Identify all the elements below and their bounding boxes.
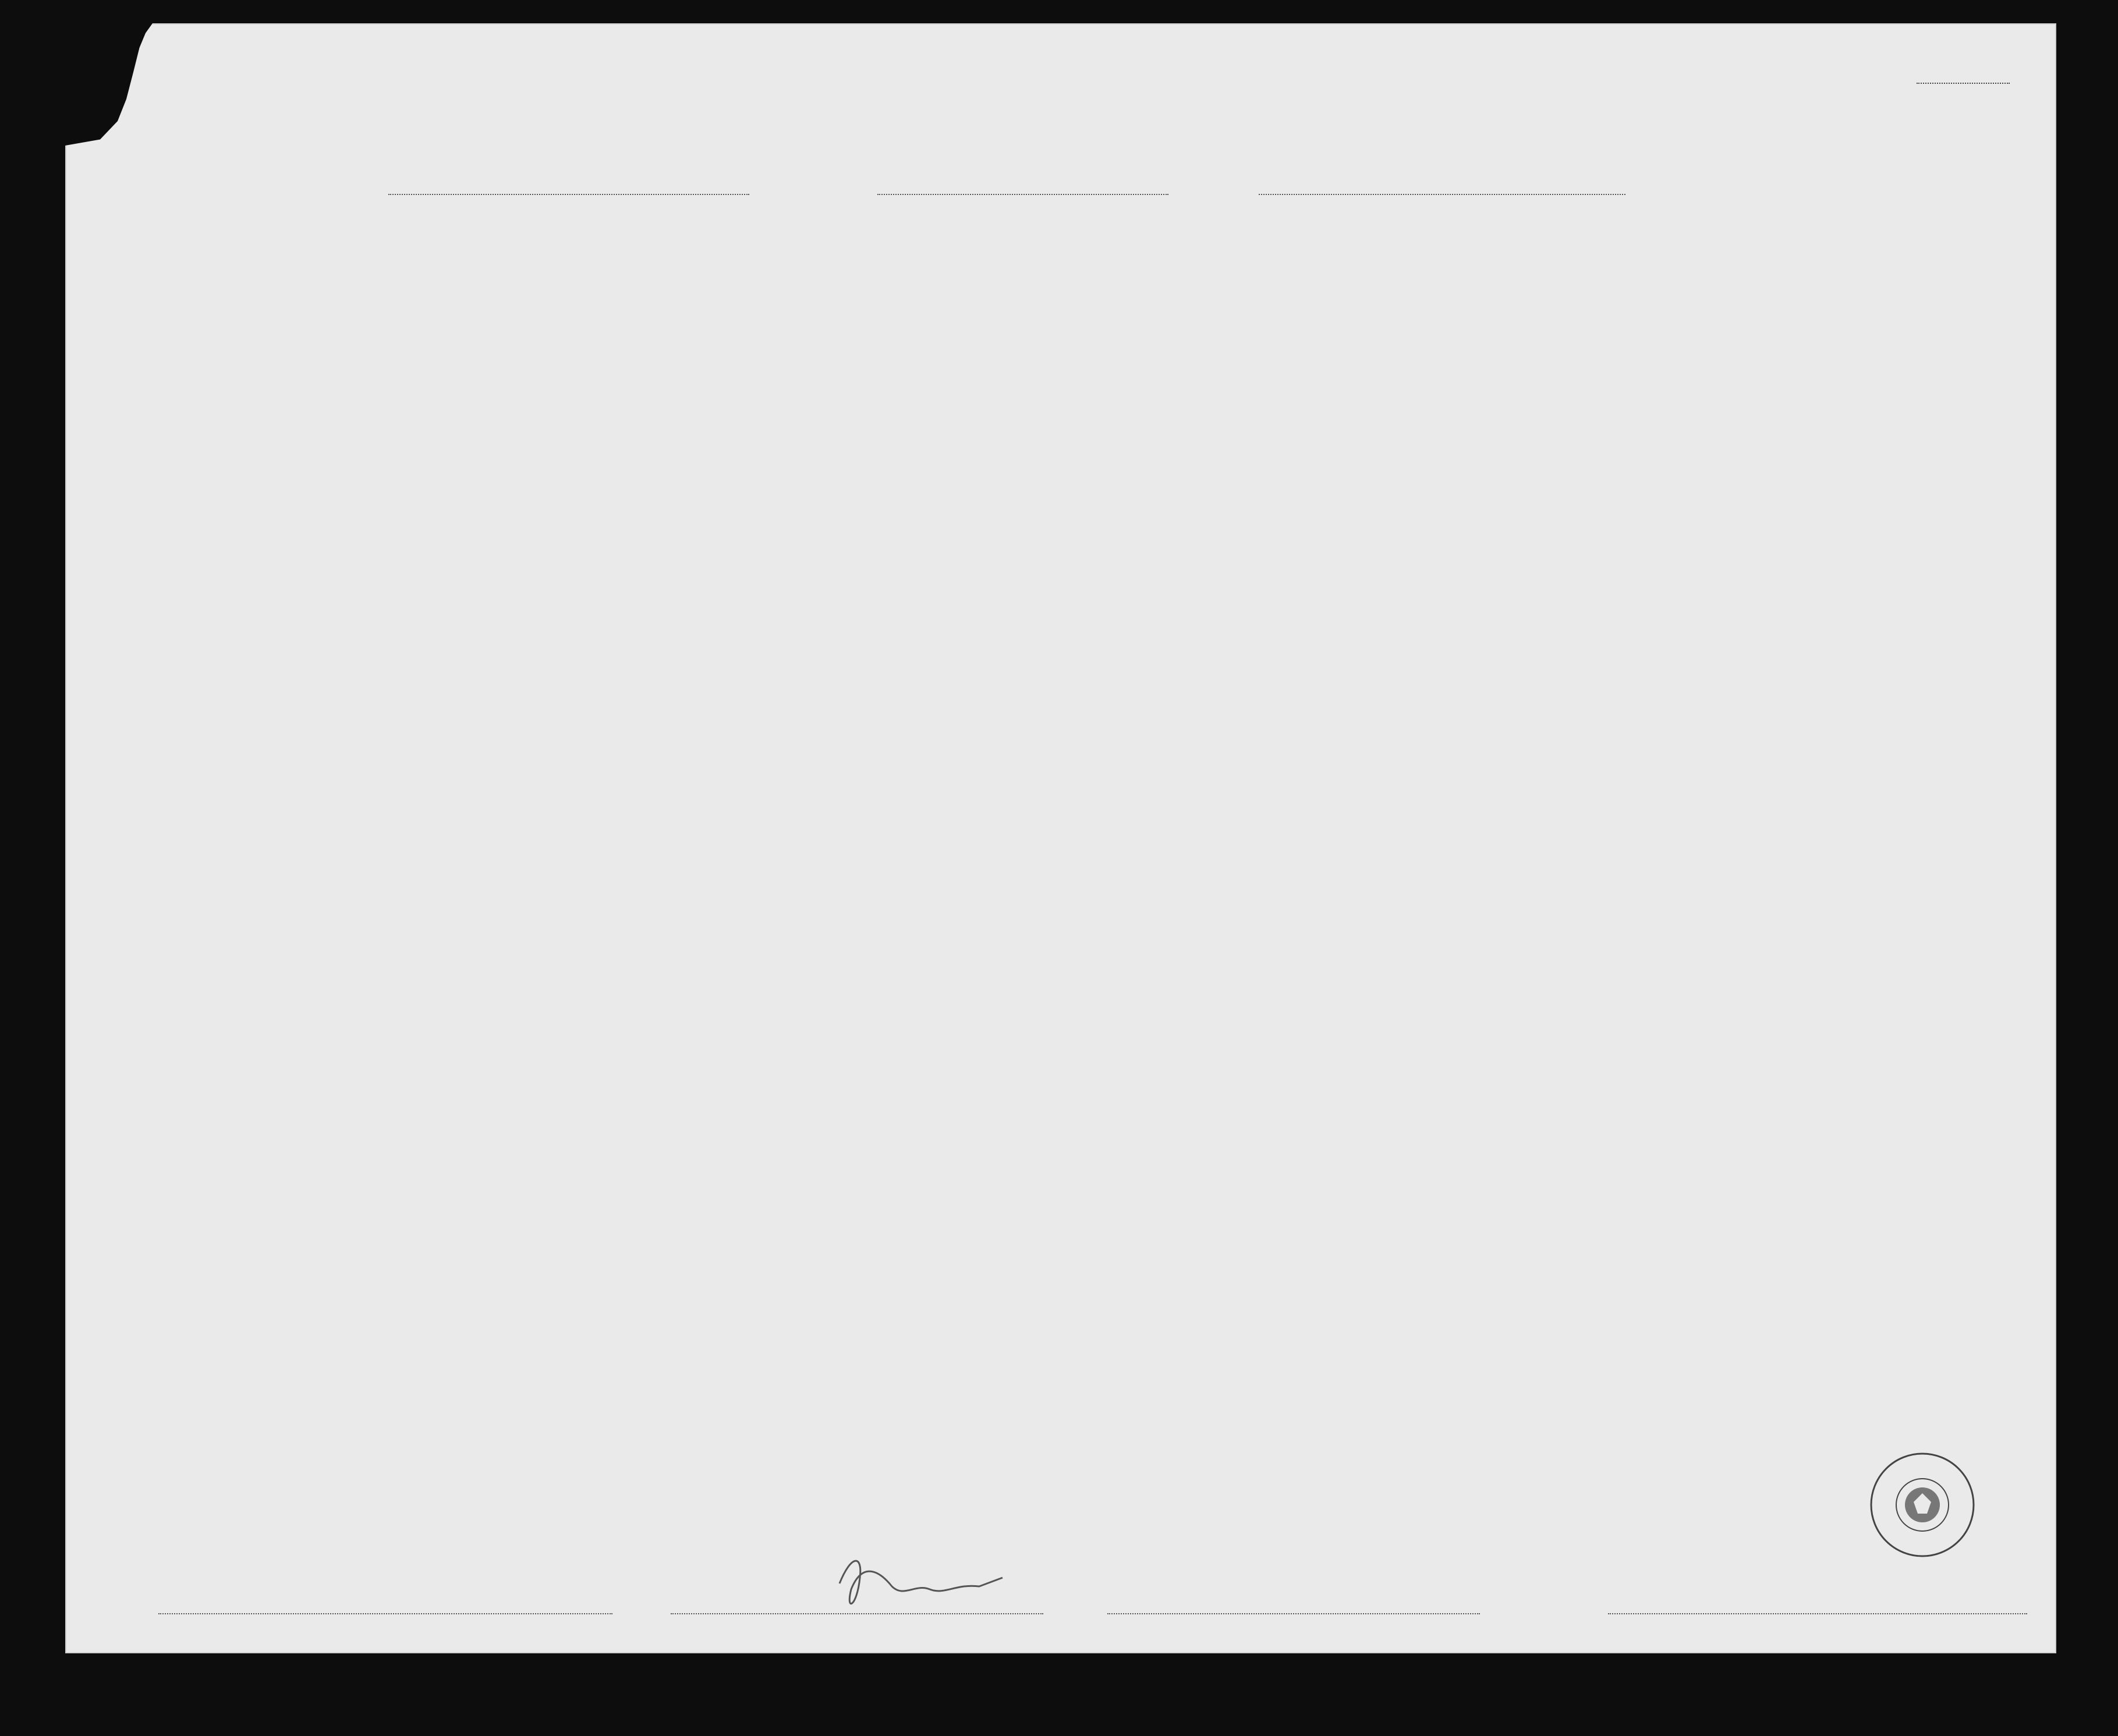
consulate-seal	[1867, 1450, 1978, 1560]
arrival-underline	[1259, 193, 1625, 195]
vessel-underline	[388, 193, 749, 195]
port-underline	[877, 193, 1168, 195]
owners-underline	[671, 1613, 1043, 1614]
manifest-sheet	[65, 23, 2056, 1653]
agents-underline	[1107, 1613, 1480, 1614]
service-column-strikes	[610, 303, 709, 1607]
line-underline	[158, 1613, 612, 1614]
signature-scribble	[828, 1543, 1014, 1624]
sheet-underline	[1917, 83, 2010, 84]
torn-corner	[65, 23, 153, 146]
officer-underline	[1608, 1613, 2027, 1614]
table-grid	[65, 23, 2056, 1653]
